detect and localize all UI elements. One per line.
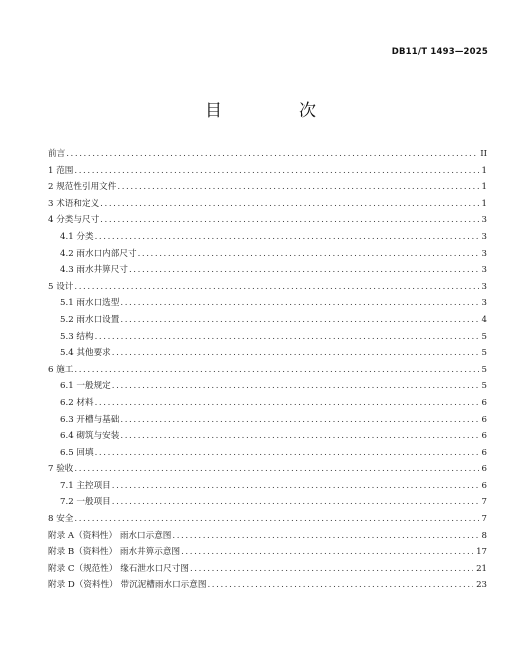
toc-entry[interactable] — [48, 345, 487, 362]
toc-entry-label: 4 分类与尺寸 — [48, 215, 100, 226]
toc-entry[interactable] — [48, 179, 487, 196]
toc-entry-page-number: 7 — [481, 497, 487, 508]
toc-entry-label: 附录 B（资料性） 雨水井箅示意图 — [48, 547, 181, 558]
toc-entry[interactable] — [48, 378, 487, 395]
toc-entry-label: 前言 — [48, 149, 66, 159]
toc-entry[interactable] — [48, 329, 487, 346]
toc-entry-label: 6.3 开槽与基础 — [60, 414, 120, 425]
toc-entry-label: 5.3 结构 — [60, 331, 94, 342]
toc-entry-label: 6.5 回填 — [60, 447, 94, 458]
toc-entry[interactable] — [48, 544, 487, 561]
toc-entry[interactable] — [48, 196, 487, 213]
toc-entry[interactable] — [48, 295, 487, 312]
toc-entry-page-number: 1 — [481, 182, 487, 193]
toc-leader-dots — [120, 295, 478, 312]
toc-entry-page-number: 6 — [481, 464, 487, 475]
toc-leader-dots — [95, 329, 479, 346]
toc-entry-page-number: 23 — [476, 580, 487, 591]
toc-entry[interactable] — [48, 478, 487, 495]
page-title: 目 次 — [205, 101, 346, 121]
toc-entry-label: 7 验收 — [48, 464, 74, 475]
toc-entry[interactable] — [48, 445, 487, 462]
toc-entry[interactable] — [48, 528, 487, 545]
toc-leader-dots — [190, 561, 473, 578]
toc-entry-label: 4.3 雨水井箅尺寸 — [60, 265, 128, 276]
toc-entry[interactable] — [48, 312, 487, 329]
toc-leader-dots — [112, 478, 479, 495]
toc-entry-label: 4.1 分类 — [60, 231, 94, 242]
toc-leader-dots — [172, 528, 478, 545]
toc-leader-dots — [95, 395, 479, 412]
toc-leader-dots — [181, 544, 473, 561]
toc-entry[interactable] — [48, 163, 487, 180]
toc-leader-dots — [207, 577, 473, 594]
toc-entry[interactable] — [48, 461, 487, 478]
toc-entry-page-number: 6 — [481, 480, 487, 491]
toc-entry-label: 5.2 雨水口设置 — [60, 314, 120, 325]
toc-entry-page-number: 6 — [481, 397, 487, 408]
toc-entry-page-number: 3 — [481, 298, 487, 309]
table-of-contents — [48, 146, 487, 594]
toc-entry-page-number: 6 — [481, 447, 487, 458]
toc-entry-label: 5 设计 — [48, 281, 74, 292]
toc-entry[interactable] — [48, 511, 487, 528]
toc-leader-dots — [120, 412, 478, 429]
toc-entry-page-number: 6 — [481, 414, 487, 425]
toc-entry-page-number: 3 — [481, 248, 487, 259]
toc-entry-page-number: 1 — [481, 198, 487, 209]
toc-leader-dots — [100, 212, 478, 229]
toc-leader-dots — [120, 312, 478, 329]
toc-entry[interactable] — [48, 412, 487, 429]
toc-leader-dots — [117, 179, 478, 196]
toc-entry-page-number: 17 — [476, 547, 487, 558]
toc-entry[interactable] — [48, 246, 487, 263]
toc-entry-page-number: 4 — [481, 314, 487, 325]
toc-entry-label: 6.1 一般规定 — [60, 381, 111, 392]
toc-entry-page-number: 3 — [481, 215, 487, 226]
toc-leader-dots — [74, 461, 478, 478]
toc-entry-label: 7.1 主控项目 — [60, 480, 111, 491]
toc-entry[interactable] — [48, 395, 487, 412]
toc-entry-page-number: 1 — [481, 165, 487, 176]
toc-leader-dots — [100, 196, 478, 213]
toc-entry-label: 附录 D（资料性） 带沉泥槽雨水口示意图 — [48, 580, 207, 591]
toc-leader-dots — [95, 229, 479, 246]
toc-entry-page-number: 6 — [481, 431, 487, 442]
toc-entry-page-number: 5 — [481, 331, 487, 342]
toc-entry-label: 5.1 雨水口选型 — [60, 298, 120, 309]
toc-leader-dots — [112, 378, 479, 395]
toc-entry[interactable] — [48, 279, 487, 296]
toc-entry[interactable] — [48, 577, 487, 594]
toc-leader-dots — [74, 511, 478, 528]
toc-entry-label: 4.2 雨水口内部尺寸 — [60, 248, 137, 259]
toc-entry-page-number: 8 — [481, 530, 487, 541]
toc-entry[interactable] — [48, 146, 487, 163]
toc-entry-label: 6.4 砌筑与安装 — [60, 431, 120, 442]
toc-entry-page-number: 5 — [481, 364, 487, 375]
toc-entry-label: 附录 C（规范性） 缘石泄水口尺寸图 — [48, 563, 189, 574]
toc-leader-dots — [129, 262, 479, 279]
toc-entry-page-number: 21 — [476, 563, 487, 574]
toc-entry-label: 5.4 其他要求 — [60, 348, 111, 359]
toc-entry-label: 6.2 材料 — [60, 397, 94, 408]
toc-entry-label: 附录 A（资料性） 雨水口示意图 — [48, 530, 172, 541]
toc-leader-dots — [112, 345, 479, 362]
toc-entry-page-number: 5 — [481, 348, 487, 359]
toc-entry[interactable] — [48, 262, 487, 279]
toc-entry-label: 8 安全 — [48, 514, 74, 525]
toc-leader-dots — [74, 163, 478, 180]
toc-leader-dots — [66, 146, 477, 163]
toc-leader-dots — [112, 494, 479, 511]
toc-entry[interactable] — [48, 362, 487, 379]
toc-entry-page-number: 3 — [481, 265, 487, 276]
toc-entry-label: 2 规范性引用文件 — [48, 182, 117, 193]
toc-entry-page-number: 7 — [481, 514, 487, 525]
toc-leader-dots — [138, 246, 479, 263]
toc-leader-dots — [74, 362, 478, 379]
document-code: DB11/T 1493—2025 — [391, 47, 488, 57]
toc-entry[interactable] — [48, 229, 487, 246]
toc-entry[interactable] — [48, 561, 487, 578]
toc-entry[interactable] — [48, 494, 487, 511]
toc-entry-label: 3 术语和定义 — [48, 198, 100, 209]
toc-entry-page-number: 5 — [481, 381, 487, 392]
toc-entry[interactable] — [48, 428, 487, 445]
toc-entry-page-number: 3 — [481, 231, 487, 242]
toc-leader-dots — [74, 279, 478, 296]
toc-entry-label: 6 施工 — [48, 364, 74, 375]
toc-entry-page-number: 3 — [481, 281, 487, 292]
toc-entry-label: 1 范围 — [48, 165, 74, 176]
toc-leader-dots — [120, 428, 478, 445]
toc-leader-dots — [95, 445, 479, 462]
toc-entry-label: 7.2 一般项目 — [60, 497, 111, 508]
toc-entry-page-number: II — [480, 149, 487, 159]
toc-entry[interactable] — [48, 212, 487, 229]
